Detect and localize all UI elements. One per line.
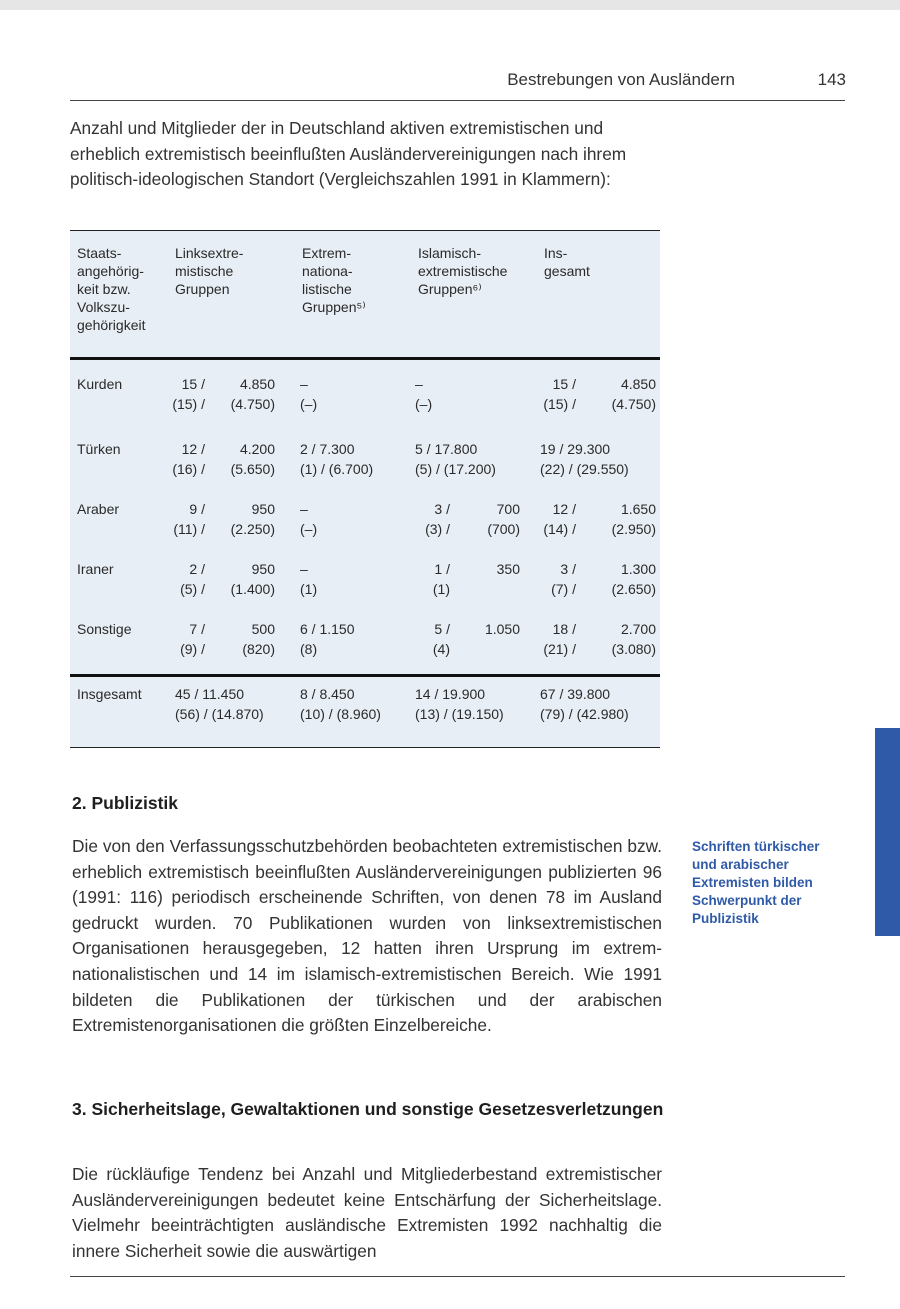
header-line: keit bzw.: [77, 281, 131, 297]
cell-count-1991: (4): [432, 641, 450, 657]
table-cell: [300, 441, 410, 481]
cell-count: 15 /: [552, 376, 576, 392]
table-cell: [175, 501, 275, 541]
table-cell: [300, 501, 410, 541]
cell-members-1991: (4.750): [611, 396, 656, 412]
table-column-header: [418, 244, 507, 298]
cell-members: 4.850: [620, 376, 656, 392]
cell-count: 15 /: [181, 376, 205, 392]
cell-members: 500: [251, 621, 275, 637]
header-rule: [70, 100, 845, 101]
statistics-table: [70, 230, 660, 748]
table-cell: [540, 501, 656, 541]
row-label: Kurden: [77, 376, 123, 392]
cell-count: 2 /: [189, 561, 205, 577]
cell-members: 1.650: [620, 501, 656, 517]
cell-value: 19 / 29.300: [540, 441, 611, 457]
table-column-header: [77, 244, 146, 334]
running-header: [70, 70, 850, 98]
cell-value: –: [300, 376, 308, 392]
cell-count-1991: (9) /: [180, 641, 205, 657]
cell-value-1991: (–): [415, 396, 433, 412]
cell-members-1991: (2.950): [611, 521, 656, 537]
table-column-header: [544, 244, 590, 280]
cell-count-1991: (15) /: [172, 396, 205, 412]
table-cell: [172, 376, 275, 416]
cell-count-1991: (5) /: [180, 581, 205, 597]
footer-rule: [70, 1276, 845, 1277]
cell-members-1991: (2.650): [611, 581, 656, 597]
cell-members: 950: [251, 561, 275, 577]
cell-count-1991: (21) /: [543, 641, 576, 657]
cell-value-1991: (8): [300, 641, 318, 657]
table-cell: [300, 561, 410, 601]
cell-value: –: [415, 376, 423, 392]
cell-value-1991: (1) / (6.700): [300, 461, 374, 477]
cell-value-1991: (1): [300, 581, 318, 597]
row-label: Türken: [77, 441, 121, 457]
table-cell: [540, 441, 656, 481]
table-row: [70, 501, 660, 541]
table-column-header: [302, 244, 366, 316]
cell-members: 4.850: [239, 376, 275, 392]
table-row: [70, 621, 660, 661]
cell-count: 12 /: [552, 501, 576, 517]
cell-value-1991: (56) / (14.870): [175, 706, 264, 722]
header-line: nationa-: [302, 263, 353, 279]
cell-count-1991: (1): [432, 581, 450, 597]
table-cell: [415, 376, 520, 416]
table-row: [70, 561, 660, 601]
cell-members: 700: [496, 501, 520, 517]
cell-value: 14 / 19.900: [415, 686, 486, 702]
header-line: gehörigkeit: [77, 317, 146, 333]
table-cell: [540, 376, 656, 416]
header-line: Linksextre-: [175, 245, 244, 261]
cell-value: 5 / 17.800: [415, 441, 478, 457]
cell-value-1991: (22) / (29.550): [540, 461, 629, 477]
cell-members: 1.050: [484, 621, 520, 637]
row-label: Araber: [77, 501, 120, 517]
cell-value-1991: (79) / (42.980): [540, 706, 629, 722]
cell-count-1991: (15) /: [543, 396, 576, 412]
section3-heading: 3. Sicherheitslage, Gewaltaktionen und sonstige Gesetzesverletzungen: [72, 1099, 664, 1119]
table-cell: [540, 686, 656, 726]
cell-value: 6 / 1.150: [300, 621, 355, 637]
table-total-row: [70, 686, 660, 726]
cell-count: 5 /: [434, 621, 450, 637]
cell-members: 950: [251, 501, 275, 517]
header-line: gesamt: [544, 263, 590, 279]
table-cell: [175, 621, 275, 661]
row-label: Insgesamt: [77, 686, 142, 702]
table-cell: [175, 561, 275, 601]
table-row: [70, 441, 660, 481]
header-line: listische: [302, 281, 352, 297]
cell-members-1991: (4.750): [230, 396, 275, 412]
cell-members: 2.700: [620, 621, 656, 637]
cell-members: 4.200: [239, 441, 275, 457]
cell-members-1991: (700): [487, 521, 520, 537]
header-line: angehörig-: [77, 263, 144, 279]
table-cell: [540, 621, 656, 661]
scan-top-edge: [0, 0, 900, 10]
cell-value: 67 / 39.800: [540, 686, 611, 702]
header-line: mistische: [175, 263, 234, 279]
cell-members-1991: (5.650): [230, 461, 275, 477]
cell-count-1991: (14) /: [543, 521, 576, 537]
cell-count-1991: (7) /: [551, 581, 576, 597]
cell-members-1991: (820): [242, 641, 275, 657]
cell-members-1991: (3.080): [611, 641, 656, 657]
cell-value-1991: (13) / (19.150): [415, 706, 504, 722]
cell-value: –: [300, 501, 308, 517]
cell-count: 1 /: [434, 561, 450, 577]
table-bottom-rule: [70, 747, 660, 748]
table-header-rule: [70, 357, 660, 360]
cell-members-1991: (1.400): [230, 581, 275, 597]
page-number: 143: [817, 70, 846, 89]
cell-members-1991: (2.250): [230, 521, 275, 537]
header-line: Volkszu-: [77, 299, 130, 315]
cell-count-1991: (16) /: [172, 461, 205, 477]
cell-count: 3 /: [434, 501, 450, 517]
header-line: Ins-: [544, 245, 568, 261]
table-cell: [415, 686, 520, 726]
cell-count-1991: (11) /: [173, 521, 205, 537]
cell-count: 12 /: [181, 441, 205, 457]
header-line: Islamisch-: [418, 245, 482, 261]
header-line: Gruppen⁵⁾: [302, 299, 366, 315]
header-line: Extrem-: [302, 245, 351, 261]
table-column-header: [175, 244, 243, 298]
cell-value: –: [300, 561, 308, 577]
cell-members: 1.300: [620, 561, 656, 577]
cell-count: 7 /: [189, 621, 205, 637]
table-cell: [415, 441, 520, 481]
cell-value-1991: (–): [300, 396, 318, 412]
table-cell: [300, 376, 410, 416]
table-cell: [540, 561, 656, 601]
intro-text: Anzahl und Mitglieder der in Deutschland aktiven extremistischen und erheblich extremistisch beeinflußten Ausländervereinigungen nach ihrem politisch-ideologischen Standort (Vergleichszahlen 1991 in Klammern):: [70, 118, 627, 190]
table-total-rule: [70, 674, 660, 677]
cell-count: 9 /: [189, 501, 205, 517]
cell-value: 45 / 11.450: [175, 686, 245, 702]
cell-count-1991: (3) /: [425, 521, 450, 537]
cell-value-1991: (10) / (8.960): [300, 706, 381, 722]
header-line: Gruppen: [175, 281, 230, 297]
table-top-rule: [70, 230, 660, 231]
section2-body: Die von den Verfassungsschutzbehörden beobachteten extremistischen bzw. erheblich extremistisch beeinflußten Ausländervereinigungen publizierten 96 (1991: 116) periodisch erscheinende Schriften, von denen 78 im Ausland gedruckt wurden. 70 Publikationen wurden von linksextremistischen Organisationen herausgegeben, 12 hatten ihren Ursprung im extrem-nationalistischen und 14 im islamisch-extremistischen Bereich. Wie 1991 bildeten die Publikationen der türkischen und der arabischen Extremistenorganisationen die größten Einzelbereiche.: [72, 836, 662, 1036]
table-cell: [415, 621, 520, 661]
running-title: Bestrebungen von Ausländern: [507, 70, 735, 89]
cell-value-1991: (–): [300, 521, 318, 537]
section-marker-bar: [875, 728, 900, 936]
row-label: Iraner: [77, 561, 114, 577]
cell-members: 350: [496, 561, 520, 577]
row-label: Sonstige: [77, 621, 132, 637]
table-cell: [172, 441, 275, 481]
cell-count: 18 /: [552, 621, 576, 637]
table-cell: [300, 686, 410, 726]
table-cell: [300, 621, 410, 661]
header-line: Staats-: [77, 245, 122, 261]
table-cell: [415, 501, 520, 541]
header-line: extremistische: [418, 263, 508, 279]
margin-note: Schriften türkischer und arabischer Extremisten bilden Schwerpunkt der Publizistik: [692, 839, 820, 926]
table-cell: [415, 561, 520, 601]
header-line: Gruppen⁶⁾: [418, 281, 482, 297]
table-row: [70, 376, 660, 416]
table-cell: [175, 686, 275, 726]
cell-value-1991: (5) / (17.200): [415, 461, 496, 477]
section3-body: Die rückläufige Tendenz bei Anzahl und Mitgliederbestand extremistischer Ausländervereinigungen bedeutet keine Entschärfung der Sicherheitslage. Vielmehr beeinträchtigten ausländische Extremisten 1992 nachhaltig die innere Sicherheit sowie die auswärtigen: [72, 1164, 662, 1261]
section2-heading: 2. Publizistik: [72, 793, 178, 813]
cell-value: 2 / 7.300: [300, 441, 355, 457]
cell-count: 3 /: [560, 561, 576, 577]
cell-value: 8 / 8.450: [300, 686, 355, 702]
